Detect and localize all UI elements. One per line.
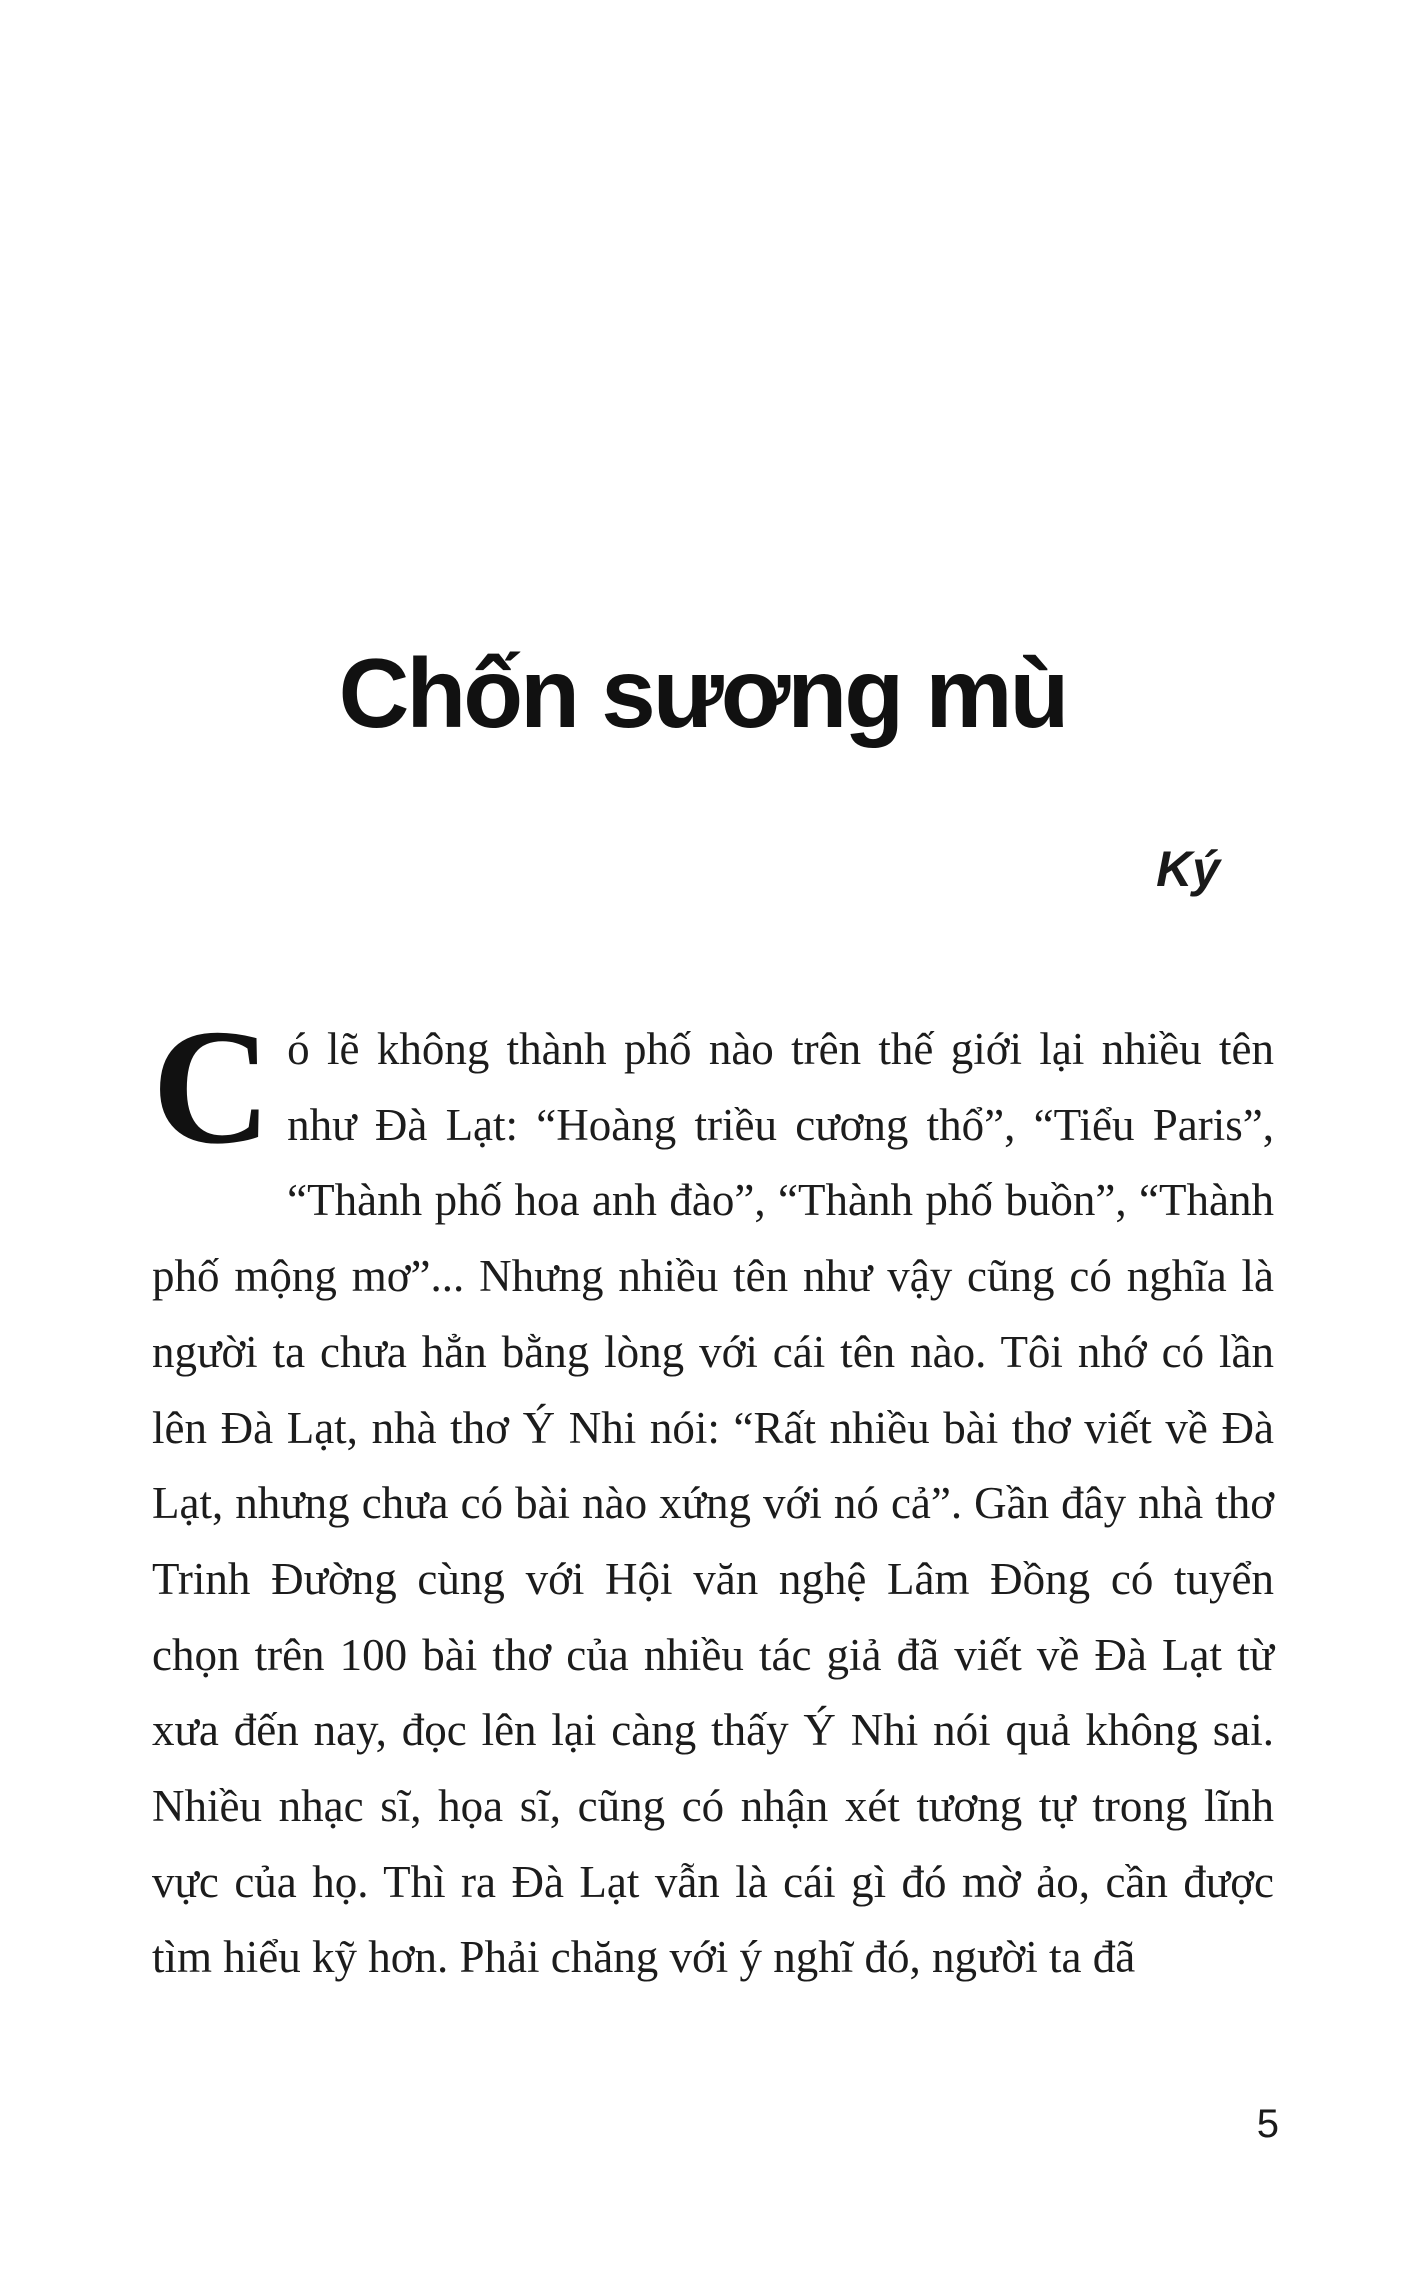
page-number: 5	[1256, 2102, 1279, 2146]
body-paragraph	[152, 995, 1274, 1996]
body-text: ó lẽ không thành phố nào trên thế giới lại nhiều tên như Đà Lạt: “Hoàng triều cương thổ”, “Tiểu Paris”, “Thành phố hoa anh đào”, “Thành phố buồn”, “Thành phố mộng mơ”... Nhưng nhiều tên như vậy cũng có nghĩa là người ta chưa hẳn bằng lòng với cái tên nào. Tôi nhớ có lần lên Đà Lạt, nhà thơ Ý Nhi nói: “Rất nhiều bài thơ viết về Đà Lạt, nhưng chưa có bài nào xứng với nó cả”. Gần đây nhà thơ Trinh Đường cùng với Hội văn nghệ Lâm Đồng có tuyển chọn trên 100 bài thơ của nhiều tác giả đã viết về Đà Lạt từ xưa đến nay, đọc lên lại càng thấy Ý Nhi nói quả không sai. Nhiều nhạc sĩ, họa sĩ, cũng có nhận xét tương tự trong lĩnh vực của họ. Thì ra Đà Lạt vẫn là cái gì đó mờ ảo, cần được tìm hiểu kỹ hơn. Phải chăng với ý nghĩ đó, người ta đã	[152, 1024, 1274, 1983]
drop-cap: C	[152, 995, 272, 1178]
chapter-genre: Ký	[1156, 841, 1220, 897]
chapter-title: Chốn sương mù	[338, 638, 1067, 748]
